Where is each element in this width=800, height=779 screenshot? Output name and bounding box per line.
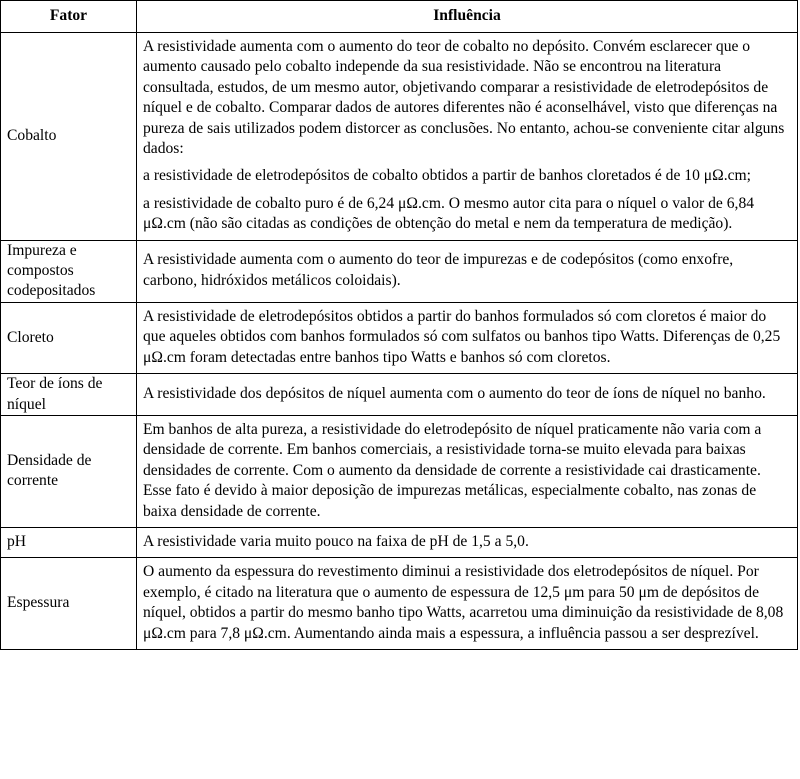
influencia-paragraph: a resistividade de cobalto puro é de 6,24 μΩ.cm. O mesmo autor cita para o níquel o valor de 6,84 μΩ.cm (não são citadas as condições de obtenção do metal e nem da temperatura de medição). bbox=[143, 194, 755, 233]
table-row bbox=[1, 558, 798, 650]
fator-cell: Impureza e compostos codepositados bbox=[1, 240, 137, 302]
header-row bbox=[1, 1, 798, 33]
influencia-cell bbox=[137, 415, 798, 527]
header-influencia: Influência bbox=[137, 1, 798, 33]
influencia-paragraph: A resistividade dos depósitos de níquel aumenta com o aumento do teor de íons de níquel no banho. bbox=[143, 384, 766, 402]
influencia-paragraph: A resistividade aumenta com o aumento do teor de impurezas e de codepósitos (como enxofre, carbono, hidróxidos metálicos coloidais). bbox=[143, 251, 734, 289]
fator-cell: pH bbox=[1, 527, 137, 557]
fator-cell: Cloreto bbox=[1, 302, 137, 373]
influencia-paragraph: A resistividade aumenta com o aumento do teor de cobalto no depósito. Convém esclarecer que o aumento causado pelo cobalto independe da sua resistividade. Não se encontrou na literatura consultada, estudos, de um mesmo autor, objetivando comparar a resistividade de eletrodepósitos de níquel e de cobalto. Comparar dados de autores diferentes não é aconselhável, visto que diferenças na pureza de sais utilizados podem distorcer as conclusões. No entanto, achou-se conveniente citar alguns dados: bbox=[143, 38, 785, 158]
header-fator: Fator bbox=[1, 1, 137, 33]
influencia-paragraph: O aumento da espessura do revestimento diminui a resistividade dos eletrodepósitos de níquel. Por exemplo, é citado na literatura que o aumento de espessura de 12,5 μm para 50 μm de depósitos de níquel, obtidos a partir do mesmo banho tipo Watts, acarretou uma diminuição da resistividade de 8,08 μΩ.cm para 7,8 μΩ.cm. Aumentando ainda mais a espessura, a influência passou a ser desprezível. bbox=[143, 563, 784, 642]
influencia-paragraph: A resistividade de eletrodepósitos obtidos a partir do banhos formulados só com cloretos é maior do que aqueles obtidos com banhos formulados só com sulfatos ou banhos tipo Watts. Diferenças de 0,25 μΩ.cm foram detectadas entre banhos tipo Watts e banhos só com cloretos. bbox=[143, 307, 781, 366]
influencia-cell bbox=[137, 240, 798, 302]
table-row bbox=[1, 240, 798, 302]
influencia-cell bbox=[137, 302, 798, 373]
table-row bbox=[1, 302, 798, 373]
table-row bbox=[1, 374, 798, 416]
influencia-cell bbox=[137, 527, 798, 557]
influencia-cell bbox=[137, 374, 798, 416]
table-row bbox=[1, 527, 798, 557]
fator-cell: Espessura bbox=[1, 558, 137, 650]
table-row bbox=[1, 415, 798, 527]
influencia-paragraph: A resistividade varia muito pouco na faixa de pH de 1,5 a 5,0. bbox=[143, 532, 529, 550]
influencia-paragraph: a resistividade de eletrodepósitos de cobalto obtidos a partir de banhos cloretados é de 10 μΩ.cm; bbox=[143, 167, 752, 185]
influencia-cell bbox=[137, 558, 798, 650]
fator-cell: Densidade de corrente bbox=[1, 415, 137, 527]
influencia-paragraph: Em banhos de alta pureza, a resistividade do eletrodepósito de níquel praticamente não varia com a densidade de corrente. Em banhos comerciais, a resistividade torna-se muito elevada para baixas densidades de corrente. Com o aumento da densidade de corrente a resistividade cai drasticamente. Esse fato é devido à maior deposição de impurezas metálicas, especialmente cobalto, nas zonas de baixa densidade de corrente. bbox=[143, 420, 762, 520]
fator-cell: Cobalto bbox=[1, 33, 137, 241]
influencia-cell bbox=[137, 33, 798, 241]
fator-cell: Teor de íons de níquel bbox=[1, 374, 137, 416]
table-row bbox=[1, 33, 798, 241]
